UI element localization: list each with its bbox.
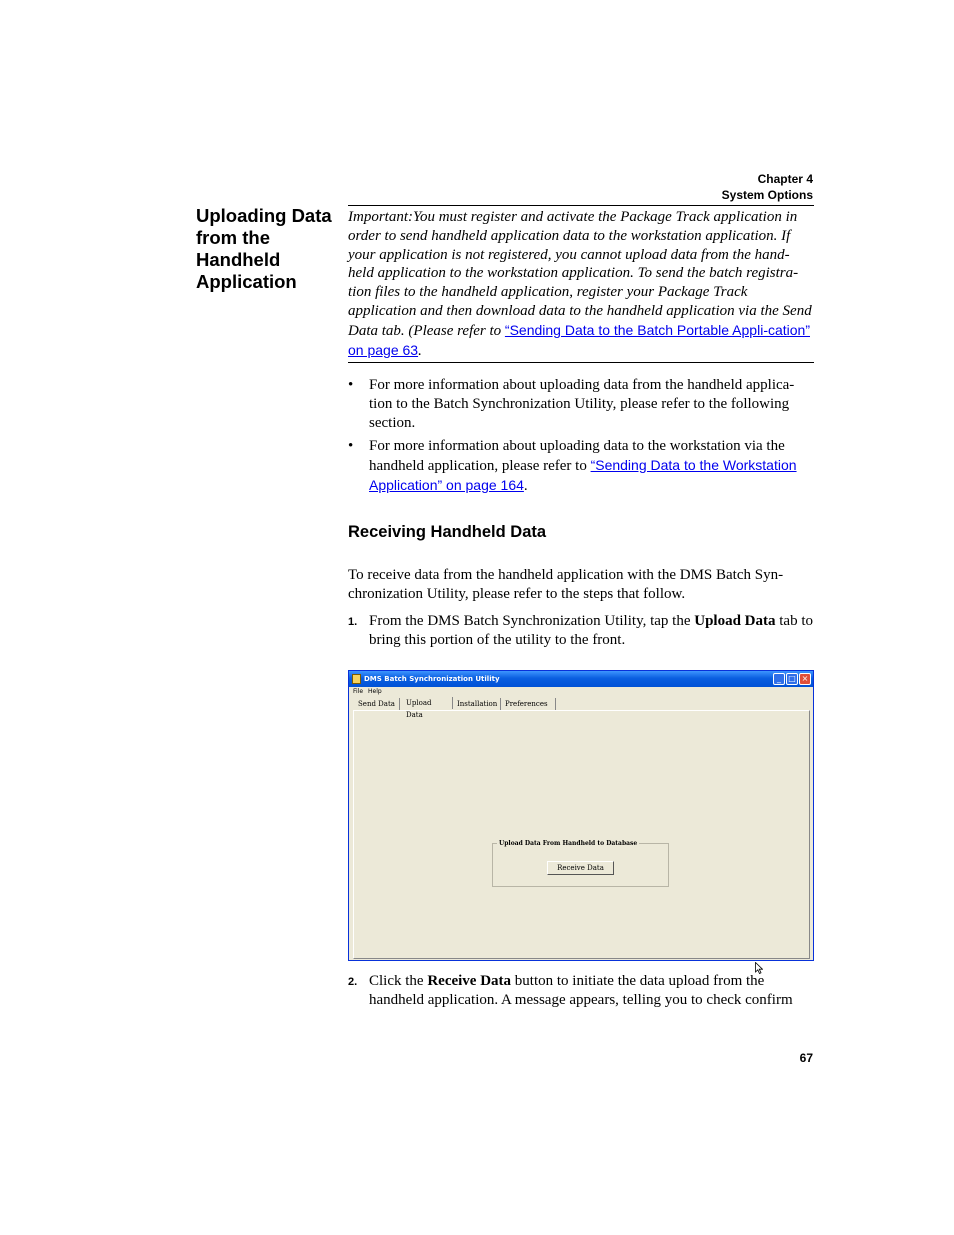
header-rule <box>348 205 814 206</box>
menu-file[interactable]: File <box>353 688 364 695</box>
window-title: DMS Batch Synchronization Utility <box>364 675 500 683</box>
close-button[interactable]: × <box>799 673 811 685</box>
page-number: 67 <box>799 1051 813 1065</box>
groupbox-title: Upload Data From Handheld to Database <box>499 840 638 847</box>
minimize-button[interactable]: _ <box>773 673 785 685</box>
bullet-text: For more information about uploading data from the handheld applica-tion to the Batch Synchronization Utility, please refer to the following section. <box>369 377 795 431</box>
menu-help[interactable]: Help <box>368 688 382 695</box>
step-number: 1. <box>348 616 358 628</box>
app-icon <box>352 674 361 684</box>
important-end: . <box>418 342 422 359</box>
window-titlebar[interactable] <box>349 671 813 687</box>
step-text-post: button to initiate the data upload from the handheld application. A message appears, telling you to check confirm <box>369 973 793 1008</box>
receive-data-button[interactable]: Receive Data <box>547 861 614 875</box>
step-text-pre: From the DMS Batch Synchronization Utility, tap the <box>369 613 695 629</box>
chapter-label: Chapter 4 <box>757 172 813 186</box>
intro-paragraph: To receive data from the handheld application with the DMS Batch Syn-chronization Utility, please refer to the steps that follow. <box>348 567 784 602</box>
step-number: 2. <box>348 976 358 988</box>
tab-upload-data[interactable]: Upload Data <box>403 697 453 709</box>
note-rule <box>348 362 814 363</box>
maximize-button[interactable]: □ <box>786 673 798 685</box>
running-header <box>722 171 813 203</box>
upload-data-panel <box>353 710 810 959</box>
bullet-mark: • <box>348 377 354 393</box>
step-text <box>369 972 814 1010</box>
important-note <box>348 208 814 360</box>
link-sending-batch-portable[interactable]: “Sending Data to the Batch Portable Appli-cation” on page 63 <box>348 321 810 358</box>
tab-installation[interactable]: Installation <box>454 698 501 710</box>
step-text <box>369 612 814 650</box>
important-text: Important:You must register and activate the Package Track application in order to send handheld application data to the workstation application. If your application is not registered, you cannot upload data from the hand-held application to the workstation application. To send the batch registra-tion files to the handheld application, register your Package Track application and then download data to the handheld application via the Send Data tab. (Please refer to <box>348 209 812 339</box>
menu-bar <box>349 687 813 697</box>
section-heading: Uploading Data from the Handheld Application <box>196 205 332 292</box>
upload-groupbox <box>492 840 669 887</box>
bullet-text-with-link <box>369 437 814 495</box>
app-window-screenshot <box>348 670 814 961</box>
step-text-bold: Receive Data <box>427 973 512 989</box>
bullet-text: For more information about uploading data to the workstation via the handheld application, please refer to <box>369 438 785 474</box>
bullet-mark: • <box>348 438 354 454</box>
bullet-end: . <box>523 477 528 494</box>
step-text-bold: Upload Data <box>694 613 776 629</box>
step-text-post: tab to bring this portion of the utility to the front. <box>369 613 814 648</box>
section-label: System Options <box>721 188 813 202</box>
subsection-heading: Receiving Handheld Data <box>348 523 547 541</box>
tab-preferences[interactable]: Preferences <box>502 698 556 710</box>
tab-send-data[interactable]: Send Data <box>355 698 400 710</box>
link-sending-workstation[interactable]: “Sending Data to the Workstation Application” on page 164 <box>369 456 797 493</box>
step-text-pre: Click the <box>369 973 428 989</box>
